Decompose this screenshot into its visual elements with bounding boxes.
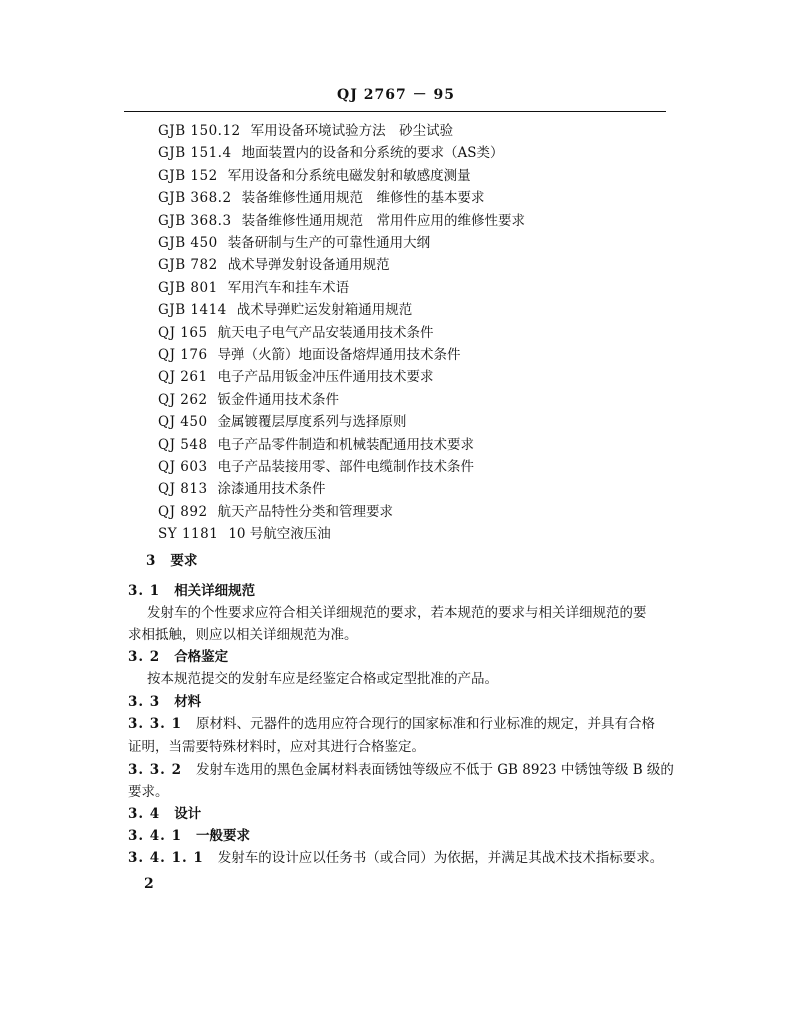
section-3-1-number: 3. 1 — [128, 583, 161, 599]
reference-code: QJ 165 — [158, 324, 208, 341]
reference-code: QJ 813 — [158, 481, 208, 498]
section-3-4-1-heading — [128, 827, 250, 845]
reference-item — [158, 413, 407, 431]
reference-item — [158, 167, 471, 185]
section-3-heading — [146, 552, 197, 570]
section-3-3-1-line-1 — [128, 715, 655, 733]
section-3-4-1-1-number: 3. 4. 1. 1 — [128, 850, 204, 866]
reference-code: GJB 801 — [158, 279, 218, 296]
section-3-1-paragraph-line-2: 求相抵触，则应以相关详细规范为准。 — [128, 627, 358, 643]
section-3-number: 3 — [146, 553, 157, 569]
reference-code: QJ 450 — [158, 414, 208, 431]
section-3-1-title: 相关详细规范 — [174, 583, 256, 599]
reference-item — [158, 458, 474, 476]
reference-item — [158, 144, 504, 162]
section-3-4-heading — [128, 805, 201, 823]
reference-title: 装备研制与生产的可靠性通用大纲 — [227, 235, 431, 251]
reference-item — [158, 480, 326, 498]
reference-item — [158, 324, 434, 342]
section-3-3-2-line-1 — [128, 761, 674, 779]
reference-code: QJ 176 — [158, 347, 208, 363]
section-3-2-number: 3. 2 — [128, 649, 161, 665]
reference-title: 地面装置内的设备和分系统的要求（AS类） — [241, 145, 504, 162]
section-3-4-title: 设计 — [174, 806, 202, 822]
reference-item — [158, 525, 331, 543]
reference-item — [158, 368, 434, 386]
reference-title: 电子产品用钣金冲压件通用技术要求 — [217, 369, 434, 386]
section-3-4-1-1-line-1 — [128, 849, 663, 867]
reference-code: GJB 151.4 — [158, 145, 232, 162]
reference-title: 电子产品零件制造和机械装配通用技术要求 — [217, 436, 475, 453]
reference-item — [158, 346, 461, 364]
reference-item — [158, 212, 525, 230]
reference-item — [158, 301, 412, 319]
reference-code: GJB 450 — [158, 235, 218, 251]
reference-code: GJB 1414 — [158, 302, 227, 319]
reference-item — [158, 189, 485, 207]
reference-title: 电子产品装接用零、部件电缆制作技术条件 — [217, 459, 475, 475]
section-3-2-heading — [128, 648, 228, 666]
reference-code: QJ 603 — [158, 459, 208, 475]
section-3-3-1-line-2: 证明，当需要特殊材料时，应对其进行合格鉴定。 — [128, 739, 425, 755]
reference-item — [158, 279, 349, 297]
section-3-3-2-number: 3. 3. 2 — [128, 762, 182, 778]
section-3-4-1-title: 一般要求 — [195, 828, 250, 844]
reference-title: 军用设备和分系统电磁发射和敏感度测量 — [227, 167, 471, 184]
reference-title: 10 号航空液压油 — [228, 526, 331, 543]
reference-item — [158, 503, 393, 521]
reference-item — [158, 391, 339, 409]
reference-item — [158, 234, 430, 252]
reference-title: 航天电子电气产品安装通用技术条件 — [217, 324, 434, 341]
reference-title: 装备维修性通用规范 常用件应用的维修性要求 — [241, 212, 526, 229]
section-3-4-number: 3. 4 — [128, 806, 161, 822]
section-3-3-1-text-1: 原材料、元器件的选用应符合现行的国家标准和行业标准的规定，并具有合格 — [195, 716, 655, 732]
reference-code: QJ 548 — [158, 436, 208, 453]
reference-item — [158, 436, 474, 454]
reference-code: QJ 262 — [158, 391, 208, 408]
reference-title: 涂漆通用技术条件 — [217, 481, 326, 498]
reference-code: GJB 368.3 — [158, 212, 232, 229]
section-3-3-number: 3. 3 — [128, 694, 161, 710]
section-3-title: 要求 — [170, 553, 198, 569]
section-3-2-paragraph: 按本规范提交的发射车应是经鉴定合格或定型批准的产品。 — [147, 671, 498, 687]
page-number: 2 — [144, 876, 154, 892]
section-3-3-2-line-2: 要求。 — [128, 784, 169, 800]
reference-title: 导弹（火箭）地面设备熔焊通用技术条件 — [217, 347, 461, 363]
section-3-4-1-1-text-1: 发射车的设计应以任务书（或合同）为依据，并满足其战术技术指标要求。 — [217, 850, 664, 866]
section-3-1-paragraph-line-1: 发射车的个性要求应符合相关详细规范的要求，若本规范的要求与相关详细规范的要 — [147, 605, 647, 621]
reference-code: SY 1181 — [158, 526, 219, 543]
reference-code: GJB 782 — [158, 257, 218, 274]
header-rule — [124, 111, 666, 112]
section-3-3-heading — [128, 693, 201, 711]
reference-code: GJB 150.12 — [158, 123, 241, 139]
reference-title: 军用汽车和挂车术语 — [227, 279, 350, 296]
reference-code: GJB 152 — [158, 167, 218, 184]
reference-code: QJ 892 — [158, 503, 208, 520]
section-3-4-1-number: 3. 4. 1 — [128, 828, 182, 844]
reference-title: 金属镀覆层厚度系列与选择原则 — [217, 414, 407, 431]
reference-title: 钣金件通用技术条件 — [217, 391, 340, 408]
section-3-2-title: 合格鉴定 — [174, 649, 229, 665]
section-3-3-title: 材料 — [174, 694, 202, 710]
reference-title: 战术导弹贮运发射箱通用规范 — [236, 302, 413, 319]
reference-title: 装备维修性通用规范 维修性的基本要求 — [241, 190, 485, 207]
reference-title: 航天产品特性分类和管理要求 — [217, 503, 394, 520]
reference-title: 战术导弹发射设备通用规范 — [227, 257, 390, 274]
reference-item — [158, 122, 453, 140]
section-3-1-heading — [128, 582, 255, 600]
reference-code: GJB 368.2 — [158, 190, 232, 207]
section-3-3-2-text-1: 发射车选用的黑色金属材料表面锈蚀等级应不低于 GB 8923 中锈蚀等级 B 级的 — [195, 762, 674, 778]
reference-item — [158, 256, 390, 274]
section-3-3-1-number: 3. 3. 1 — [128, 716, 182, 732]
document-header: QJ 2767 － 95 — [337, 87, 455, 103]
reference-code: QJ 261 — [158, 369, 208, 386]
reference-title: 军用设备环境试验方法 砂尘试验 — [250, 123, 454, 139]
